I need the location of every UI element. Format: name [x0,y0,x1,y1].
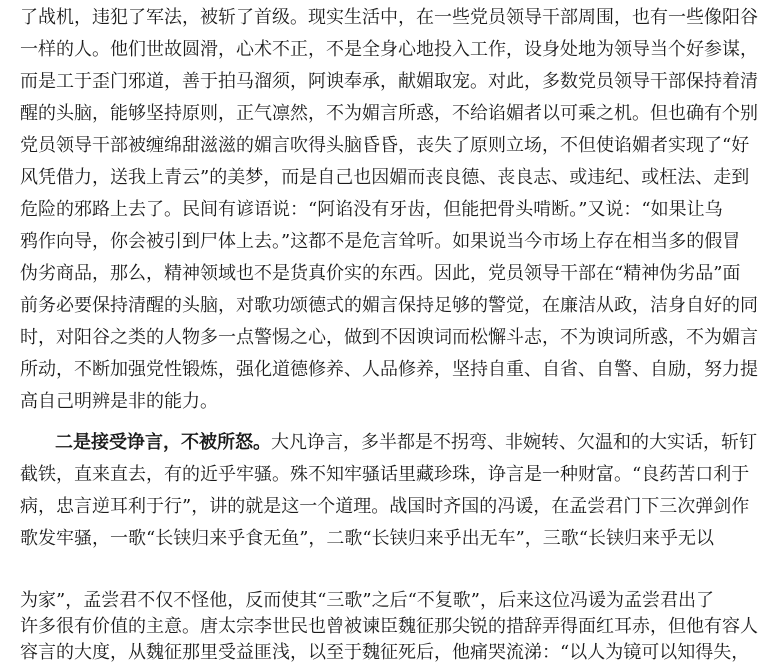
text-line: 风凭借力，送我上青云”的美梦，而是自己也因媚而丧良德、丧良志、或违纪、或枉法、走到 [20,167,750,188]
text-line: 歌发牢骚，一歌“长铗归来乎食无鱼”，二歌“长铗归来乎出无车”，三歌“长铗归来乎无以 [20,528,715,549]
paragraph-2-first-line [55,430,757,456]
text-line: 伪劣商品，那么，精神领域也不是货真价实的东西。因此，党员领导干部在“精神伪劣品”面 [20,263,741,284]
text-line: 高自己明辨是非的能力。 [20,391,218,412]
text-line: 了战机，违犯了军法，被斩了首级。现实生活中，在一些党员领导干部周围，也有一些像阳谷 [20,7,758,28]
text-line: 为家”，孟尝君不仅不怪他，反而使其“三歌”之后“不复歌”，后来这位冯谖为孟尝君出了 [20,590,715,611]
text-line: 许多很有价值的主意。唐太宗李世民也曾被谏臣魏征那尖锐的措辞弄得面红耳赤，但他有容人 [20,616,758,637]
text-line: 前务必要保持清醒的头脑，对歌功颂德式的媚言保持足够的警觉，在廉洁从政，洁身自好的同 [20,295,758,316]
text-line: 所动，不断加强党性锻炼，强化道德修养、人品修养，坚持自重、自省、自警、自励，努力提 [20,359,758,380]
text-line: 鸦作向导，你会被引到尸体上去。”这都不是危言耸听。如果说当今市场上存在相当多的假冒 [20,231,741,252]
text-line: 时，对阳谷之类的人物多一点警惕之心，做到不因谀词而松懈斗志，不为谀词所惑，不为媚言 [20,327,758,348]
text-line: 截铁，直来直去，有的近乎牢骚。殊不知牢骚话里藏珍珠，诤言是一种财富。“良药苦口利于 [20,464,750,485]
text-line: 而是工于歪门邪道，善于拍马溜须，阿谀奉承，献媚取宠。对此，多数党员领导干部保持着清 [20,71,758,92]
text-line: 容言的大度，从魏征那里受益匪浅，以至于魏征死后，他痛哭流涕：“以人为镜可以知得失， [20,642,750,663]
section-heading: 二是接受诤言，不被所怒。 [55,432,271,453]
text-line: 一样的人。他们世故圆滑，心术不正，不是全身心地投入工作，设身处地为领导当个好参谋， [20,39,758,60]
text-line: 醒的头脑，能够坚持原则，正气凛然，不为媚言所惑，不给谄媚者以可乘之机。但也确有个别 [20,103,758,124]
text-line: 病，忠言逆耳利于行”，讲的就是这一个道理。战国时齐国的冯谖，在孟尝君门下三次弹剑作 [20,496,750,517]
text-run: 大凡诤言，多半都是不拐弯、非婉转、欠温和的大实话，斩钉 [271,432,757,453]
text-line: 危险的邪路上去了。民间有谚语说：“阿谄没有牙齿，但能把骨头啃断。”又说：“如果让乌 [20,199,723,220]
text-line: 党员领导干部被缠绵甜滋滋的媚言吹得头脑昏昏，丧失了原则立场，不但使谄媚者实现了“好 [20,135,750,156]
